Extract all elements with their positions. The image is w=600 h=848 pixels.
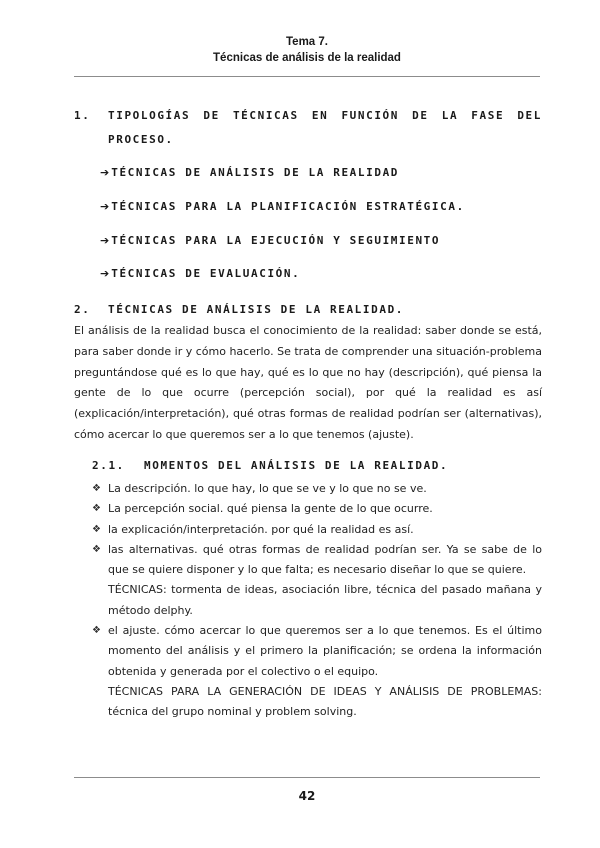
header-divider — [74, 76, 540, 77]
subsection-title: MOMENTOS DEL ANÁLISIS DE LA REALIDAD. — [144, 459, 449, 472]
list-item — [92, 479, 542, 499]
bullet-techniques: TÉCNICAS: tormenta de ideas, asociación libre, técnica del pasado mañana y método delphy. — [108, 583, 542, 617]
bullet-text: las alternativas. qué otras formas de realidad podrían ser. Ya se sabe de lo que se quiere disponer y lo que falta; es necesario diseñar lo que se quiere. — [108, 542, 542, 577]
arrow-icon: ➔ — [100, 234, 110, 247]
list-item — [92, 621, 542, 722]
list-item — [100, 233, 440, 249]
bullet-text: La percepción social. qué piensa la gente de lo que ocurre. — [108, 502, 433, 516]
list-item-label: TÉCNICAS DE ANÁLISIS DE LA REALIDAD — [111, 166, 400, 179]
diamond-bullet-icon: ❖ — [92, 625, 101, 637]
section-1-number: 1. — [74, 109, 91, 122]
list-item-label: TÉCNICAS DE EVALUACIÓN. — [111, 267, 301, 280]
header-topic: Tema 7. — [286, 36, 328, 48]
section-2-heading — [74, 302, 542, 318]
bullet-text: el ajuste. cómo acercar lo que queremos ser a lo que tenemos. Es el último momento del análisis y el primero la planificación; se ordena la información obtenida y generada por el colectivo o el equipo. — [108, 624, 542, 678]
footer-divider — [74, 777, 540, 778]
section-2-number: 2. — [74, 303, 91, 316]
list-item-label: TÉCNICAS PARA LA EJECUCIÓN Y SEGUIMIENTO — [111, 234, 441, 247]
subsection-heading — [92, 458, 448, 474]
list-item-label: TÉCNICAS PARA LA PLANIFICACIÓN ESTRATÉGICA. — [111, 200, 465, 213]
list-item — [100, 199, 465, 215]
list-item — [92, 540, 542, 621]
diamond-bullet-icon: ❖ — [92, 543, 101, 555]
list-item — [92, 520, 542, 540]
diamond-bullet-icon: ❖ — [92, 503, 101, 515]
moments-list — [92, 479, 542, 723]
bullet-techniques: TÉCNICAS PARA LA GENERACIÓN DE IDEAS Y ANÁLISIS DE PROBLEMAS: técnica del grupo nominal y problem solving. — [108, 684, 542, 719]
diamond-bullet-icon: ❖ — [92, 483, 101, 494]
diamond-bullet-icon: ❖ — [92, 523, 101, 535]
subsection-number: 2.1. — [92, 459, 125, 472]
section-2-title: TÉCNICAS DE ANÁLISIS DE LA REALIDAD. — [108, 303, 405, 316]
list-item — [100, 165, 399, 181]
arrow-icon: ➔ — [100, 166, 110, 179]
running-header — [74, 34, 540, 66]
section-1-title: TIPOLOGÍAS DE TÉCNICAS EN FUNCIÓN DE LA FASE DEL PROCESO. — [108, 109, 542, 146]
arrow-icon: ➔ — [100, 200, 110, 213]
section-2-paragraph: El análisis de la realidad busca el conocimiento de la realidad: saber donde se está, para saber donde ir y cómo hacerlo. Se trata de comprender una situación-problema preguntándose qué es lo que hay, qué es lo que no hay (descripción), qué piensa la gente de lo que ocurre (percepción social), por qué la realidad es así (explicación/interpretación), qué otras formas de realidad podrían ser (alternativas), cómo acercar lo que queremos ser a lo que tenemos (ajuste). — [74, 324, 542, 441]
bullet-text: La descripción. lo que hay, lo que se ve y lo que no se ve. — [108, 482, 427, 495]
list-item — [100, 266, 300, 282]
list-item — [92, 499, 542, 519]
arrow-icon: ➔ — [100, 267, 110, 280]
header-title: Técnicas de análisis de la realidad — [213, 52, 401, 64]
bullet-text: la explicación/interpretación. por qué la realidad es así. — [108, 522, 414, 536]
page-number: 42 — [298, 789, 316, 803]
section-1-heading — [74, 104, 542, 152]
